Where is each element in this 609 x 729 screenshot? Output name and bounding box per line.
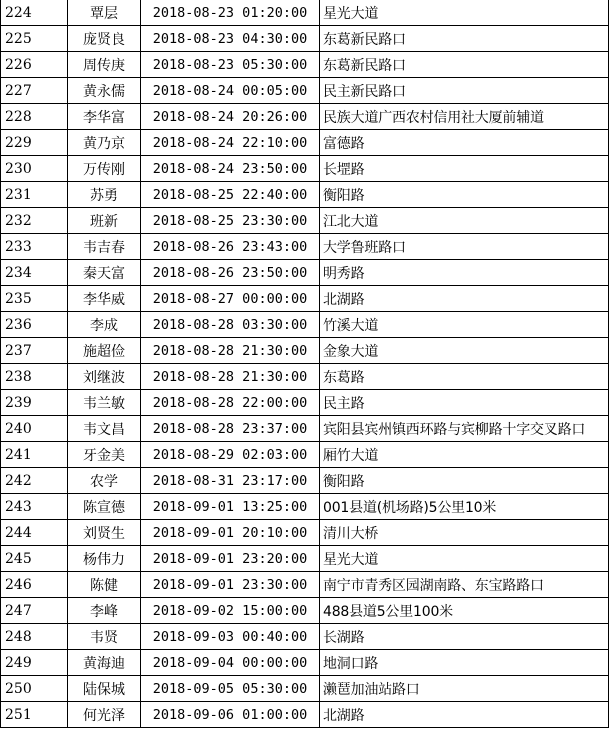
person-name: 万传刚 (68, 156, 141, 182)
record-number: 242 (1, 468, 68, 494)
record-time: 2018-09-03 00:40:00 (141, 624, 320, 650)
record-number: 233 (1, 234, 68, 260)
record-number: 234 (1, 260, 68, 286)
record-location: 东葛新民路口 (320, 52, 609, 78)
record-location: 星光大道 (320, 0, 609, 26)
person-name: 杨伟力 (68, 546, 141, 572)
record-number: 251 (1, 702, 68, 728)
record-location: 民主新民路口 (320, 78, 609, 104)
person-name: 刘继波 (68, 364, 141, 390)
record-number: 241 (1, 442, 68, 468)
record-time: 2018-08-26 23:43:00 (141, 234, 320, 260)
record-time: 2018-09-04 00:00:00 (141, 650, 320, 676)
table-row (1, 442, 609, 468)
record-number: 246 (1, 572, 68, 598)
table-row (1, 598, 609, 624)
record-location: 地洞口路 (320, 650, 609, 676)
record-number: 247 (1, 598, 68, 624)
record-number: 230 (1, 156, 68, 182)
record-time: 2018-09-01 13:25:00 (141, 494, 320, 520)
record-number: 235 (1, 286, 68, 312)
record-location: 南宁市青秀区园湖南路、东宝路路口 (320, 572, 609, 598)
person-name: 李峰 (68, 598, 141, 624)
record-time: 2018-08-28 03:30:00 (141, 312, 320, 338)
table-row (1, 78, 609, 104)
table-row (1, 286, 609, 312)
record-number: 243 (1, 494, 68, 520)
record-location: 东葛新民路口 (320, 26, 609, 52)
record-location: 民族大道广西农村信用社大厦前辅道 (320, 104, 609, 130)
record-number: 239 (1, 390, 68, 416)
table-row (1, 702, 609, 728)
person-name: 黄永儒 (68, 78, 141, 104)
record-time: 2018-08-28 23:37:00 (141, 416, 320, 442)
person-name: 陆保城 (68, 676, 141, 702)
person-name: 牙金美 (68, 442, 141, 468)
record-number: 227 (1, 78, 68, 104)
person-name: 李成 (68, 312, 141, 338)
record-location: 衡阳路 (320, 182, 609, 208)
record-number: 245 (1, 546, 68, 572)
record-number: 228 (1, 104, 68, 130)
table-row (1, 546, 609, 572)
record-location: 金象大道 (320, 338, 609, 364)
record-time: 2018-08-24 22:10:00 (141, 130, 320, 156)
person-name: 陈宣德 (68, 494, 141, 520)
record-time: 2018-08-29 02:03:00 (141, 442, 320, 468)
record-time: 2018-08-25 23:30:00 (141, 208, 320, 234)
record-number: 240 (1, 416, 68, 442)
person-name: 施超俭 (68, 338, 141, 364)
table-row (1, 572, 609, 598)
person-name: 覃层 (68, 0, 141, 26)
person-name: 何光泽 (68, 702, 141, 728)
record-number: 249 (1, 650, 68, 676)
record-time: 2018-08-23 05:30:00 (141, 52, 320, 78)
table-row (1, 494, 609, 520)
record-location: 富德路 (320, 130, 609, 156)
table-row (1, 208, 609, 234)
person-name: 黄乃京 (68, 130, 141, 156)
person-name: 韦兰敏 (68, 390, 141, 416)
record-time: 2018-08-24 23:50:00 (141, 156, 320, 182)
table-row (1, 52, 609, 78)
table-row (1, 104, 609, 130)
table-row (1, 520, 609, 546)
record-number: 224 (1, 0, 68, 26)
record-time: 2018-09-06 01:00:00 (141, 702, 320, 728)
record-location: 488县道5公里100米 (320, 598, 609, 624)
record-location: 长堽路 (320, 156, 609, 182)
record-number: 238 (1, 364, 68, 390)
table-row (1, 182, 609, 208)
record-location: 明秀路 (320, 260, 609, 286)
record-location: 厢竹大道 (320, 442, 609, 468)
person-name: 刘贤生 (68, 520, 141, 546)
table-row (1, 650, 609, 676)
table-row (1, 312, 609, 338)
record-location: 濑琶加油站路口 (320, 676, 609, 702)
record-location: 大学鲁班路口 (320, 234, 609, 260)
person-name: 李华富 (68, 104, 141, 130)
person-name: 周传庚 (68, 52, 141, 78)
record-time: 2018-08-28 21:30:00 (141, 364, 320, 390)
person-name: 苏勇 (68, 182, 141, 208)
record-time: 2018-09-01 23:30:00 (141, 572, 320, 598)
record-time: 2018-09-01 20:10:00 (141, 520, 320, 546)
record-time: 2018-08-23 01:20:00 (141, 0, 320, 26)
table-row (1, 468, 609, 494)
table-row (1, 416, 609, 442)
record-time: 2018-08-31 23:17:00 (141, 468, 320, 494)
record-number: 237 (1, 338, 68, 364)
record-time: 2018-08-24 00:05:00 (141, 78, 320, 104)
record-number: 226 (1, 52, 68, 78)
record-time: 2018-08-23 04:30:00 (141, 26, 320, 52)
record-location: 宾阳县宾州镇西环路与宾柳路十字交叉路口 (320, 416, 609, 442)
record-location: 东葛路 (320, 364, 609, 390)
table-row (1, 260, 609, 286)
record-number: 231 (1, 182, 68, 208)
table-row (1, 26, 609, 52)
table-row (1, 338, 609, 364)
table-row (1, 156, 609, 182)
record-location: 北湖路 (320, 286, 609, 312)
record-time: 2018-08-24 20:26:00 (141, 104, 320, 130)
record-time: 2018-09-05 05:30:00 (141, 676, 320, 702)
table-row (1, 676, 609, 702)
person-name: 李华威 (68, 286, 141, 312)
record-location: 北湖路 (320, 702, 609, 728)
person-name: 农学 (68, 468, 141, 494)
record-location: 清川大桥 (320, 520, 609, 546)
table-row (1, 0, 609, 26)
record-time: 2018-09-01 23:20:00 (141, 546, 320, 572)
table-row (1, 390, 609, 416)
record-location: 竹溪大道 (320, 312, 609, 338)
table-row (1, 624, 609, 650)
records-table-body (1, 0, 609, 728)
record-number: 244 (1, 520, 68, 546)
person-name: 班新 (68, 208, 141, 234)
table-row (1, 364, 609, 390)
person-name: 韦吉春 (68, 234, 141, 260)
record-location: 江北大道 (320, 208, 609, 234)
person-name: 黄海迪 (68, 650, 141, 676)
record-time: 2018-08-28 21:30:00 (141, 338, 320, 364)
record-number: 232 (1, 208, 68, 234)
table-row (1, 234, 609, 260)
record-time: 2018-08-25 22:40:00 (141, 182, 320, 208)
record-location: 民主路 (320, 390, 609, 416)
person-name: 秦天富 (68, 260, 141, 286)
person-name: 韦文昌 (68, 416, 141, 442)
record-location: 001县道(机场路)5公里10米 (320, 494, 609, 520)
person-name: 庞贤良 (68, 26, 141, 52)
record-number: 248 (1, 624, 68, 650)
person-name: 陈健 (68, 572, 141, 598)
table-row (1, 130, 609, 156)
record-location: 衡阳路 (320, 468, 609, 494)
record-time: 2018-08-26 23:50:00 (141, 260, 320, 286)
record-location: 长湖路 (320, 624, 609, 650)
record-number: 225 (1, 26, 68, 52)
record-time: 2018-08-27 00:00:00 (141, 286, 320, 312)
record-number: 229 (1, 130, 68, 156)
record-time: 2018-09-02 15:00:00 (141, 598, 320, 624)
record-time: 2018-08-28 22:00:00 (141, 390, 320, 416)
person-name: 韦贤 (68, 624, 141, 650)
record-number: 236 (1, 312, 68, 338)
record-location: 星光大道 (320, 546, 609, 572)
record-number: 250 (1, 676, 68, 702)
